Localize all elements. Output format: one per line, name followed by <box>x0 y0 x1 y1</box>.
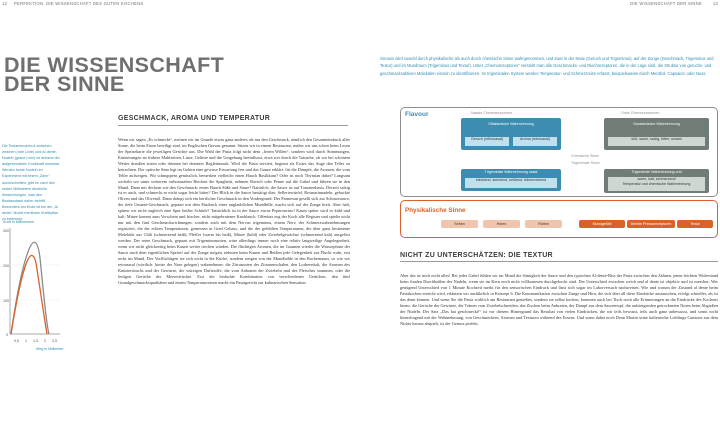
section-heading-flavour: GESCHMACK, AROMA UND TEMPERATUR <box>118 115 271 122</box>
flavour-label: Flavour <box>405 111 429 118</box>
x-tick: 1,5 <box>33 339 38 343</box>
y-tick: 200 <box>3 264 9 268</box>
physical-senses-panel <box>400 200 718 238</box>
section-body-flavour: Wenn wir sagen „Es schmeckt“, meinen wir im Grunde etwas ganz anderes als nur den Geschmack, nämlich den Gesamteindruck aller Sinne, die beim Essen beteiligt sind, im Englischen flavour genannt. Sitzen wir in einem Restaurant, malen wir uns schon beim Lesen der Speisekarte die jeweiligen Gerichte aus. Die Wahl der Pasta folgt nicht dem „freien Willen“, sondern wird durch Stimmungen, Erinnerungen an frühere Mahlzeiten, Lüste, Gelüste und die Umgebung beeinflusst, etwa wer durch die Tatsache, ob wir bei schönem Wetter draußen sitzen oder drinnen bei dezenter Begleitmusik. Wird die Pasta serviert, beginnt als Erstes das Auge den Teller zu betrachten. Der optische Sinn legt im Gehirn eine gewisse Erwartung fest und das Ganze erklärt: für die Dämpfe, die Aromen, die vom Teller aufsteigen. Wir schnuppern genüsslich, bemerken vielleicht einen Hauch Basilikum? Oder ist noch Thymian dabei? Langsam wickeln wir unter weiterem orthonasalem Riechen die Spaghetti, nehmen Ravioli oder Penne auf die Gabel und führen sie in den Mund. Dann mit deckern wir den Geschmack: einen Hauch Süße und Säure? Natürlich, die Sauce ist auf Tomatenbasis. Derzeit salzig ist es auch, und schmeckt es nicht sogar leicht bitter? Der Blick in die Sauce bestätigt dies: Selleriewürfel, Rosmarinnadeln, gehackte Oliven und das Olivenöl. Dann drängt sich ein herrlicher Geschmack in den Vordergrund: Der Parmesan gesellt sich zur Schmorsauce, der tiefe Umami-Geschmack, gepaart mit dem Eindruck einer unglaublichen Mundfülle, macht sich auf der Zunge breit. Aber halt, spüren wir nicht zugleich eine Spur heißer Schärfe? Tatsächlich ist in der Sauce etwas Peperoncino! Kaum spüter wird es kühl und kalt: Minze kommt zum Vorschein und frischer, nicht mitgebratener Knoblauch. Offenbar zog der Koch alle Register und spielte nicht nur mit den fünf Geschmacksrichtungen, sondern auch mit dem Nervus trigeminus, einem Nerv, der Schmerzwahrnehmungen registriert, die der echten Temperaturen, gemessen in Grad Celsius, und die der gefühlten Temperaturen, die über ganz bestimmte Moleküle aus Chili (schmerzend heiß), Pfeffer (warm bis heiß), Minze (kühl) oder Zwiebelgewächse (schmerzend kalt) ausgelöst werden. Der reine Geschmack, gepaart mit Trigeminusnoten, wäre allerdings immer noch eine relativ langweilige Angelegenheit, wenn wir nicht gleichzeitig beim Kauen weiter riechen würden. Die flüchtigen Aromen, die im Gaumen wieder die Wasserphase der Sauce nach dem eigentlichen Speisel auf der Zunge mögen, nehmen beim Kauen und Beißen jede Gelegenheit zur Flucht wahr, erst recht im Mund. Der Vorflüchtigen sie sich nicht in die Küche, sondern steigen von der Mundhöhle in den Rachenraum, so wie wir retronasal (wörtlich: hinter der Nase gelegen) wahrnehmen: die Zitrusnoten der Zitronenschalen, den Lorbeerduft, die Aromen des Knüstertstuchs und der Gewürze, die würzigen Duftstoffe, die vom Anbraten der Zwiebeln und des Fleisches stammen, oder die fettigen Gerüche der Meeresfrüchte. Erst die bedachte Kombination von verschiedenen Gerüchen, den fünf Grundgeschmacksqualitäten und einem Temperaturreizen macht ein Pastagericht zur kulinarischen Sensation. <box>118 137 350 285</box>
tri-oral-box: Trigeminale Wahrnehmung oral <box>604 169 709 193</box>
physical-label: Physikalische Sinne <box>405 207 466 214</box>
x-tick: 1 <box>25 339 27 343</box>
nasal-label: Nasale Chemorezeptoren <box>471 111 512 115</box>
section-rule <box>400 261 718 262</box>
pill-fuehlen: Fühlen <box>525 220 562 228</box>
page-number-right: 13 <box>712 1 718 6</box>
chem-senses-label: Chemische Sinne <box>571 154 600 158</box>
graph-x-label: Weg in Millimeter <box>36 347 64 351</box>
running-head-left: PERFEKTION. DIE WISSENSCHAFT DES GUTEN KOCHENS <box>14 1 144 6</box>
running-head-right: DIE WISSENSCHAFT DER SINNE <box>630 1 702 6</box>
force-graph <box>2 218 64 358</box>
x-tick: 0,5 <box>14 339 19 343</box>
aroma-cell: Aroma (retronasal) <box>513 137 557 146</box>
page-title: DIE WISSENSCHAFT DER SINNE <box>4 53 225 96</box>
trigeminal-label: Trigeminale Sinne <box>571 161 600 165</box>
smell-cell: Geruch (orthonasal) <box>465 137 509 146</box>
y-tick: 300 <box>3 229 9 233</box>
soft-curve <box>11 255 47 334</box>
flavour-diagram <box>400 107 718 197</box>
tri-oral-desc: warm, kalt, schmerzend Temperatur und chemische Wahrnehmung <box>608 177 705 191</box>
intro-text: Genuss wird sowohl durch physikalische als auch durch chemische Sinne wahrgenommen, und zwar in der Nase (Geruch und Trigeminus), auf der Zunge (Geschmack, Trigeminus und Textur) und im Mundraum (Trigeminus und Textur). Unter „Chemorezeptoren“ versteht man alle Geschmacks- und Riechrezeptoren, die in der Lage sind, die Struktur von geruchs- und geschmacksaktiven Molekülen einzeln zu identifizieren. Im trigeminalen System werden Temperatur- und Schmerzreize erfasst, beispielsweise durch Menthol, Capsaicin oder Nuss. <box>380 56 714 76</box>
y-tick: 100 <box>3 299 9 303</box>
graph-y-label: Kraft in Millinewton <box>3 220 34 224</box>
x-tick: 2,5 <box>52 339 57 343</box>
y-tick: 0 <box>6 333 8 337</box>
tri-nasal-desc: stechend, stechend, beißend, tränenreizend <box>465 178 557 188</box>
pill-sehen: Sehen <box>441 220 478 228</box>
oral-label: Orale Chemorezeptoren <box>621 111 660 115</box>
page-number-left: 12 <box>2 1 8 6</box>
tastes-cell: süß, sauer, salzig, bitter, umami <box>608 137 705 146</box>
section-rule <box>118 125 348 126</box>
tri-nasal-box: Trigeminale Wahrnehmung nasal <box>461 169 561 191</box>
taste-box: Gustatorische Wahrnehmung <box>604 118 709 150</box>
olfactory-box: Olfaktorische Wahrnehmung <box>461 118 561 150</box>
section-body-textur: Aber das ist noch nicht alles! Bei jeder Gabel fühlen wir im Mund die Sämigkeit der Sauce und den typischen Al-dente-Biss der Pasta zwischen den Zähnen, jenen leichten Widerstand beim finalen Durchbeißen der Nudeln, wenn sie im Kern noch nicht vollkommen durchgekocht sind. Der Unterschied zwischen weich und al dente ist objektiv und ist messbar: Wer genügend Unterschied von 1 Minute Kochzeit merkt für den sensorischen Eindruck und lässt sich sogar im Laborversuch nachweisen. Wie und warum der Zustand al dente beim Pastakochen erreicht wird, erläutern wir ausführlich in Konzept 6. Die Kommunikation zwischen Zunge und Hirn, die sich über all diese Eindrücke austauschen, erfolgt schneller, als ist das denn können. Und wenn Sie die Pasta wirklich am Restaurant genießen, sondern sie selbst kochen, kommen auch bei Tisch noch alle Erinnerungen an die Eindrücke des Kochens hinzu: die Gerüche der Gewürze, die Tränen vom Zwiebelschneiden, das Zischen beim Anbraten, der Dampf aus dem Saucentopf, die aufsteigenden getrockneten Noten beim Abgießen der Nudeln. Der Satz „Das hat geschmeckt!“ ist vor diesem Hintergrund das Resultat von vielen Eindrücken, die wir teils bewusst, teils auch ganz unbewusst, und somit nicht hinterfragend mit der Wahrnehmung, von Geschmäckern, Aromen und Texturen während des Essens. Und wenn dabei noch Dean Martin seine italienische Lieblings-Canzone aus dem Nichts heraus abspielt, ist der Genuss perfekt. <box>400 273 718 326</box>
pill-textur: Textur <box>677 220 713 228</box>
section-heading-textur: NICHT ZU UNTERSCHÄTZEN: DIE TEXTUR <box>400 252 553 259</box>
pill-mundgefuehl: Mundgefühl <box>579 220 625 228</box>
pill-hoeren: Hören <box>483 220 520 228</box>
pill-pressorezeptoren: Direkte Pressorezeptoren <box>627 220 675 228</box>
sidebar-caption: Die Textanimnachrol zwischen weichen (rote Linie) und Al dente-Nudeln (graue Linie) ist anhand der aufgewendeten Knobkraft messbar. Werden beide Nudeln im Experiment mit einem „Zahn“ durchschnitten, gibt es nach den ersten Millimetern deutliche Abweichungen, was den Bissfaustand daher betrifft. Besonders am Ende ist bei der „Al dente“-Nudel merkbare Kraftspitze zu erkennen. <box>2 144 61 222</box>
x-tick: 2 <box>44 339 46 343</box>
